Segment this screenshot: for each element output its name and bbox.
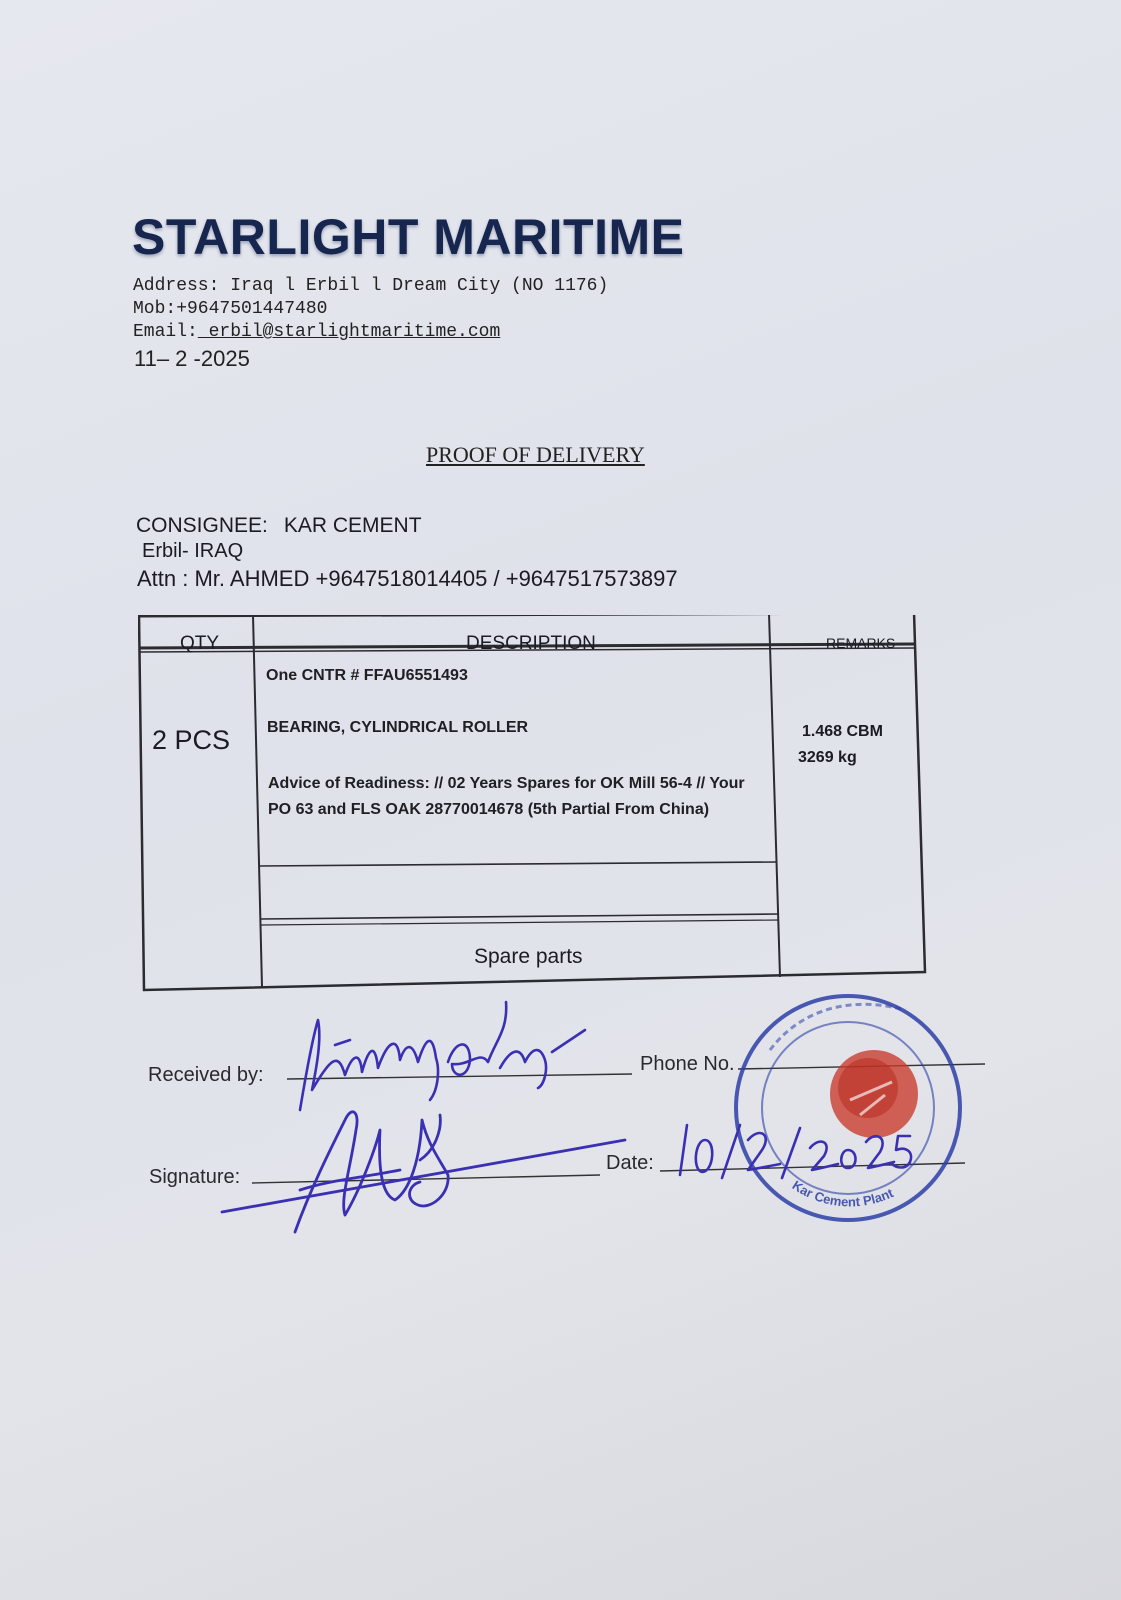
header-qty: QTY [180, 633, 220, 654]
received-by-label: Received by: [148, 1064, 264, 1086]
footer-note: Spare parts [474, 945, 583, 968]
email-link[interactable]: erbil@starlightmaritime.com [197, 322, 501, 342]
issue-date: 11– 2 -2025 [134, 346, 250, 371]
remark-volume: 1.468 CBM [802, 723, 883, 740]
consignee-name: KAR CEMENT [283, 514, 422, 537]
item-description: BEARING, CYLINDRICAL ROLLER [267, 719, 529, 736]
handwritten-signature [222, 1112, 625, 1232]
consignee-attn: Attn : Mr. AHMED +9647518014405 / +9647517573897 [137, 566, 678, 591]
container-number: One CNTR # FFAU6551493 [266, 667, 468, 684]
consignee-label: CONSIGNEE: [136, 514, 268, 537]
qty-value: 2 PCS [152, 725, 231, 755]
phone-label: Phone No. [640, 1053, 735, 1075]
signature-label: Signature: [149, 1166, 241, 1188]
company-stamp [736, 996, 960, 1220]
company-name: STARLIGHT MARITIME [132, 209, 685, 265]
date-label: Date: [606, 1152, 654, 1174]
document-title: PROOF OF DELIVERY [426, 442, 645, 467]
stamp-text: Kar Cement Plant [789, 1177, 896, 1210]
header-remarks: REMARKS [826, 635, 896, 651]
company-mobile: Mob:+9647501447480 [133, 299, 328, 319]
company-address: Address: Iraq l Erbil l Dream City (NO 1176) [133, 276, 609, 296]
header-description: DESCRIPTION [466, 633, 596, 654]
email-label: Email: [133, 322, 198, 342]
consignee-city: Erbil- IRAQ [142, 540, 244, 562]
advice-text: Advice of Readiness: // 02 Years Spares for OK Mill 56-4 // Your PO 63 and FLS OAK 28770014678 (5th Partial From China) [268, 775, 745, 818]
receiver-signature [300, 1002, 585, 1110]
remark-weight: 3269 kg [798, 749, 857, 766]
